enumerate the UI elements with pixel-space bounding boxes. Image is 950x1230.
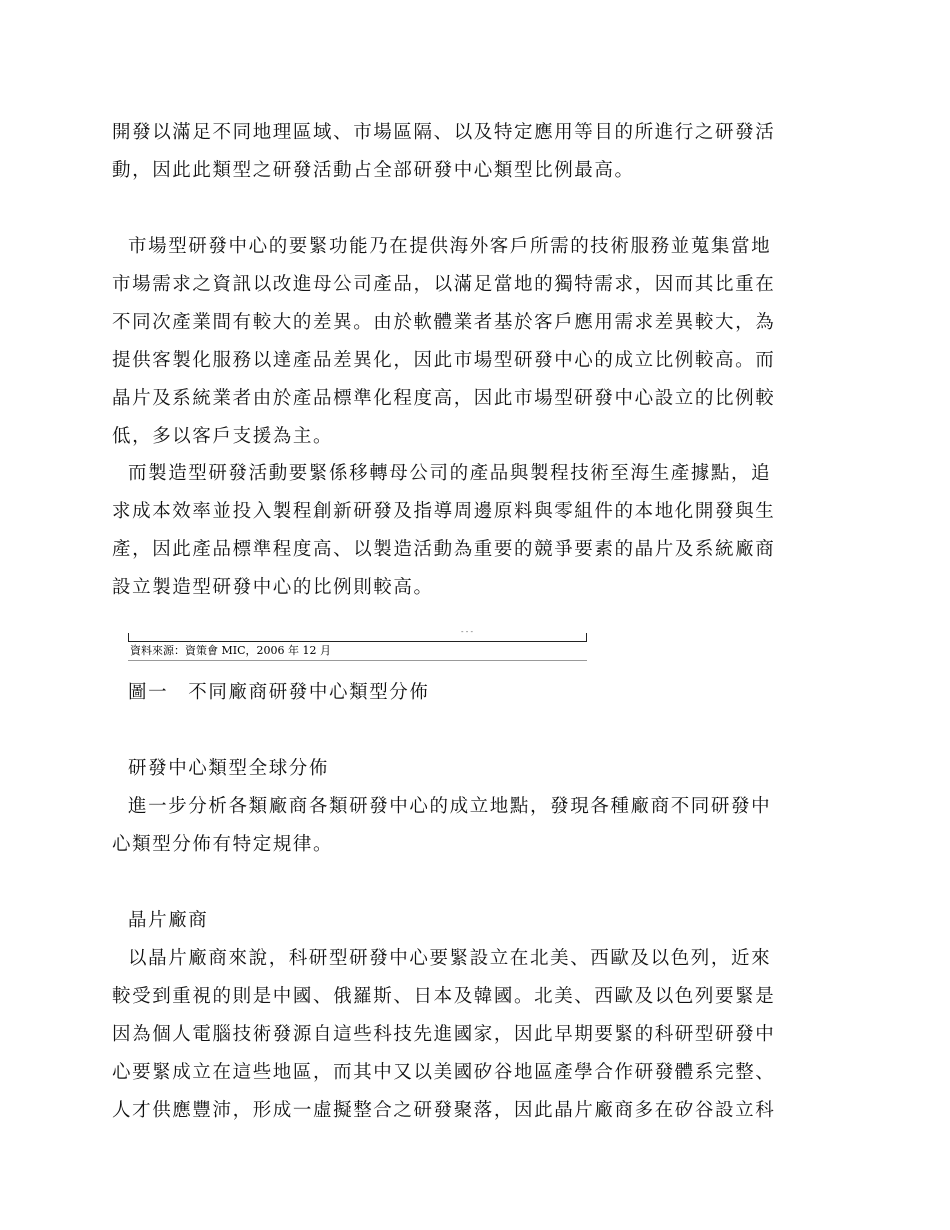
paragraph-line: 心要緊成立在這些地區，而其中又以美國矽谷地區產學合作研發體系完整、: [112, 1062, 776, 1083]
paragraph-line: 設立製造型研發中心的比例則較高。: [112, 577, 434, 598]
figure-caption: 圖一 不同廠商研發中心類型分佈: [128, 682, 430, 703]
paragraph-line: 開發以滿足不同地理區域、市場區隔、以及特定應用等目的所進行之研發活: [112, 122, 776, 143]
paragraph-line: 求成本效率並投入製程創新研發及指導周邊原料與零組件的本地化開發與生: [112, 501, 776, 522]
paragraph-line: 晶片及系統業者由於產品標準化程度高，因此市場型研發中心設立的比例較: [112, 388, 776, 409]
paragraph-line: 提供客製化服務以達產品差異化，因此市場型研發中心的成立比例較高。而: [112, 350, 776, 371]
paragraph-line: 因為個人電腦技術發源自這些科技先進國家，因此早期要緊的科研型研發中: [112, 1024, 776, 1045]
paragraph-line: 以晶片廠商來說，科研型研發中心要緊設立在北美、西歐及以色列，近來: [128, 948, 772, 969]
paragraph-line: 較受到重視的則是中國、俄羅斯、日本及韓國。北美、西歐及以色列要緊是: [112, 986, 776, 1007]
figure-bottom-rule: [128, 660, 587, 661]
paragraph-line: 低，多以客戶支援為主。: [112, 426, 334, 447]
paragraph-line: 不同次產業間有較大的差異。由於軟體業者基於客戶應用需求差異較大，為: [112, 312, 776, 333]
paragraph-line: 市場型研發中心的要緊功能乃在提供海外客戶所需的技術服務並蒐集當地: [128, 236, 772, 257]
paragraph-line: 心類型分佈有特定規律。: [112, 834, 334, 855]
paragraph-line: 市場需求之資訊以改進母公司產品，以滿足當地的獨特需求，因而其比重在: [112, 274, 776, 295]
paragraph-line: 進一步分析各類廠商各類研發中心的成立地點，發現各種廠商不同研發中: [128, 796, 772, 817]
figure-frame: [128, 628, 587, 661]
section-heading: 研發中心類型全球分佈: [128, 758, 330, 779]
paragraph-line: 人才供應豐沛，形成一虛擬整合之研發聚落，因此晶片廠商多在矽谷設立科: [112, 1100, 776, 1121]
figure-source: 資料來源：資策會 MIC，2006 年 12 月: [130, 644, 332, 657]
section-heading: 晶片廠商: [128, 910, 209, 931]
paragraph-line: 產，因此產品標準程度高、以製造活動為重要的競爭要素的晶片及系統廠商: [112, 539, 776, 560]
paragraph-line: 而製造型研發活動要緊係移轉母公司的產品與製程技術至海生產據點，追: [128, 463, 772, 484]
figure-top-marks: - - -: [461, 628, 474, 636]
figure-top-rule: [128, 641, 587, 642]
paragraph-line: 動，因此此類型之研發活動占全部研發中心類型比例最高。: [112, 160, 635, 181]
